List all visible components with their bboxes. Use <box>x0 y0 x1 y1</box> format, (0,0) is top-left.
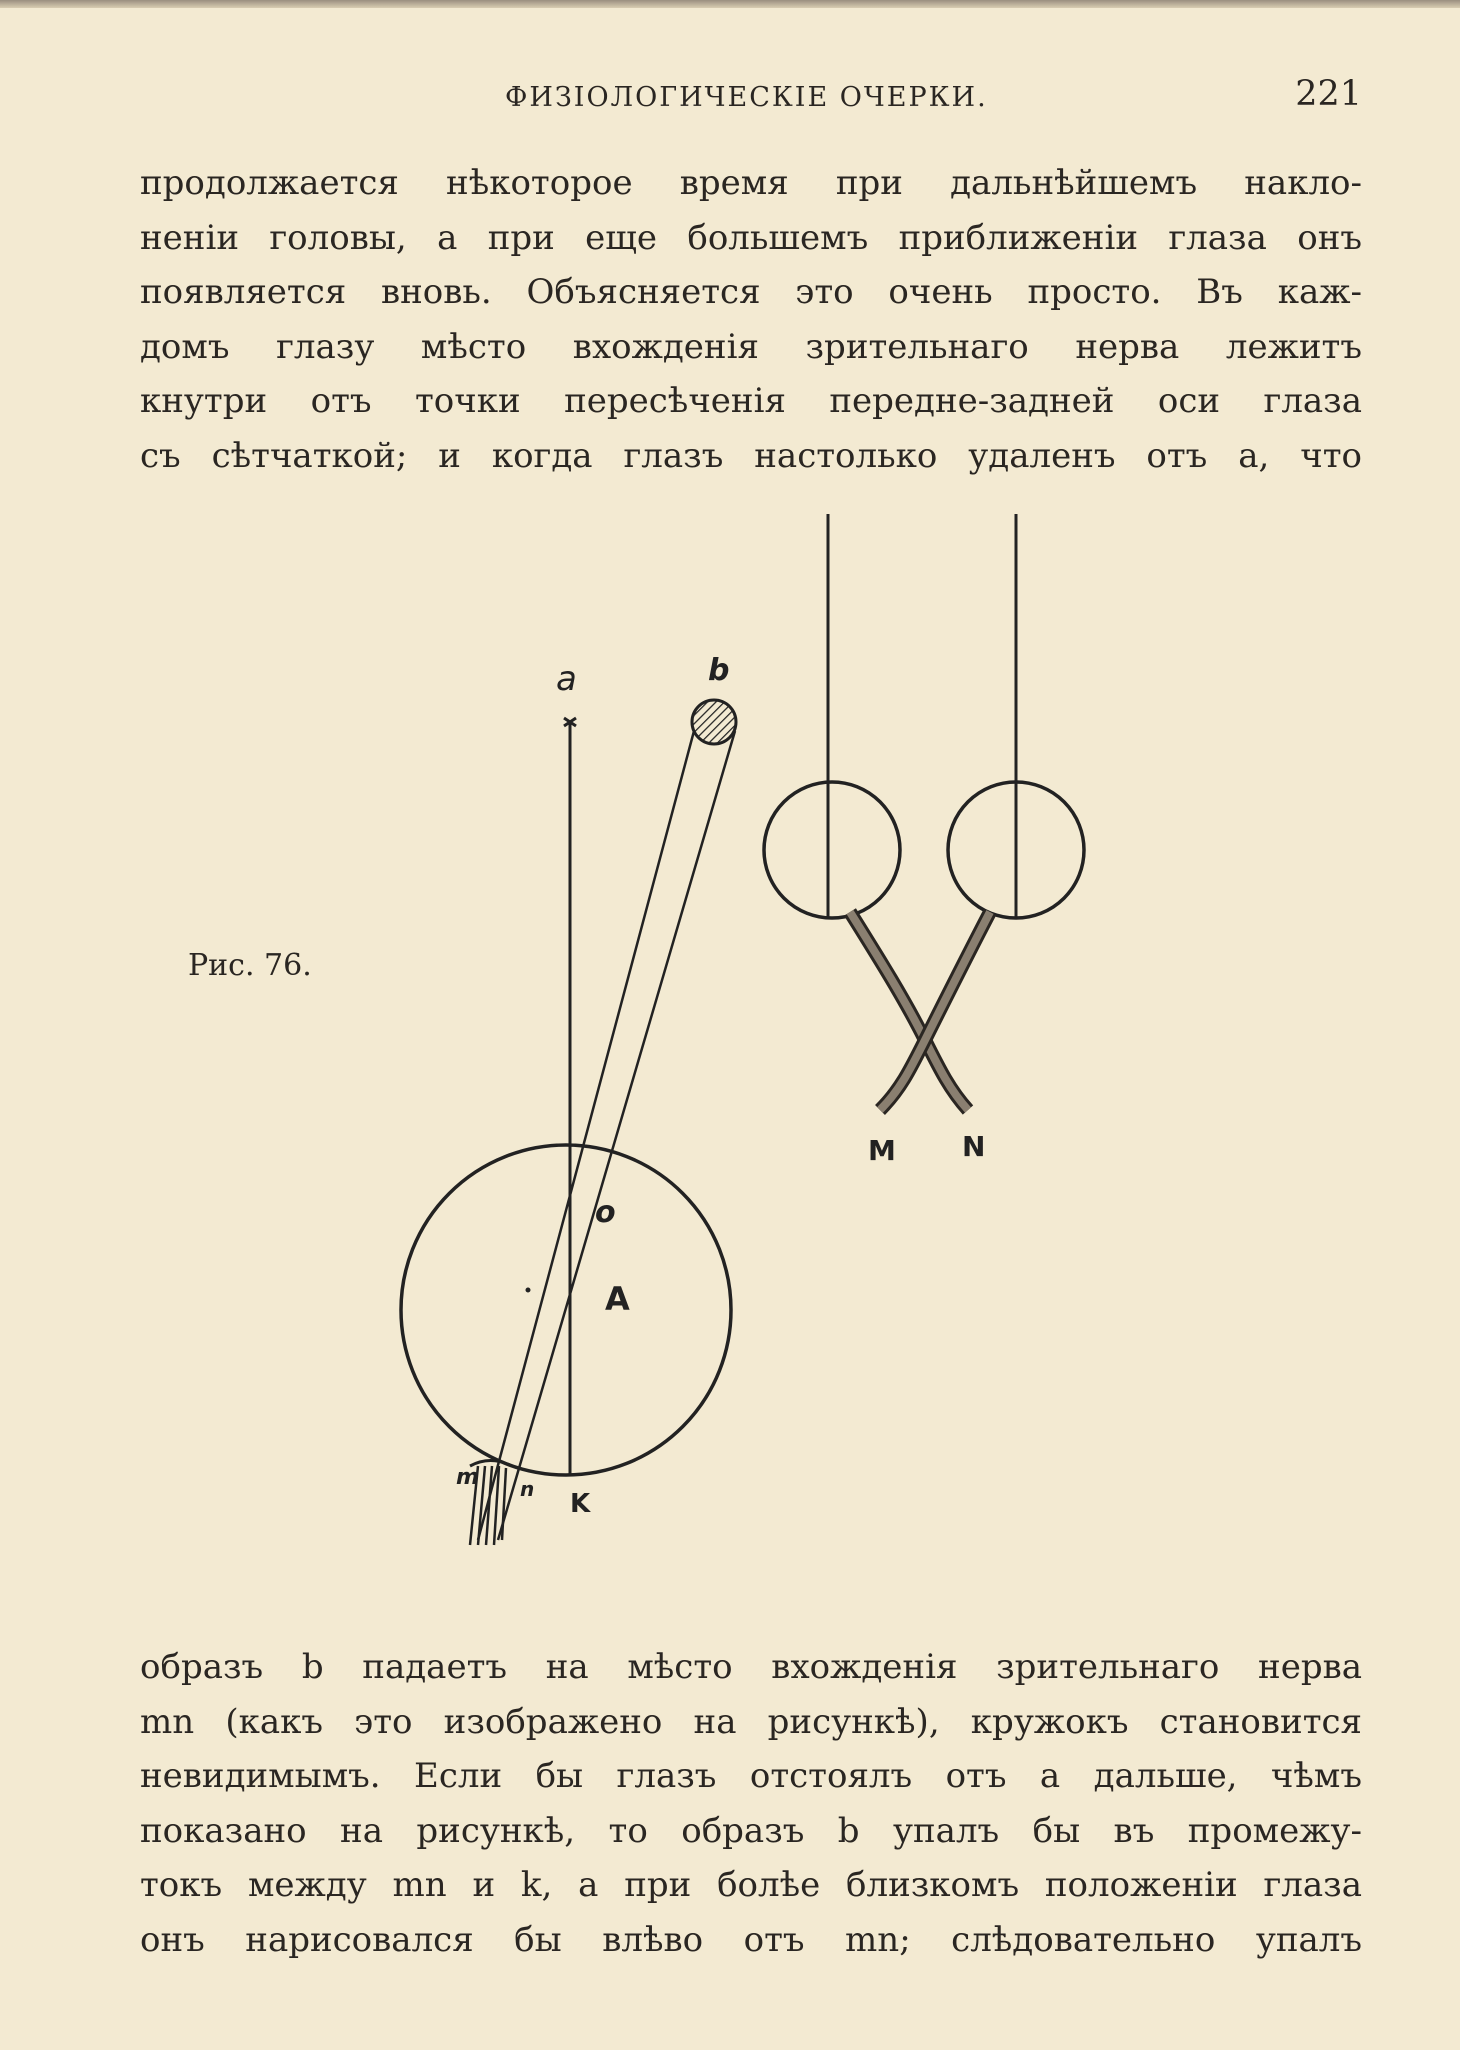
text-line: кнутри отъ точки пересѣченія передне-задней оси глаза <box>140 381 1362 421</box>
label-b: b <box>708 653 730 688</box>
text-line: домъ глазу мѣсто вхожденія зрительнаго нерва лежитъ <box>140 326 1362 367</box>
text-line: съ сѣтчаткой; и когда глазъ настолько удаленъ отъ а, что <box>140 435 1362 476</box>
paragraph-bottom <box>140 1640 1362 1967</box>
label-M: M <box>868 1134 896 1167</box>
label-o: o <box>595 1195 616 1230</box>
text-line: образъ b падаетъ на мѣсто вхожденія зрительнаго нерва <box>140 1647 1362 1687</box>
left-eye-circle <box>764 782 900 918</box>
eye-diagram <box>401 700 736 1545</box>
text-line: продолжается нѣкоторое время при дальнѣйшемъ накло- <box>140 163 1362 203</box>
text-line: mn (какъ это изображено на рисункѣ), кружокъ становится <box>140 1701 1362 1742</box>
label-A: A <box>605 1280 630 1318</box>
text-line: неніи головы, а при еще большемъ приближеніи глаза онъ <box>140 217 1362 258</box>
binocular-diagram <box>764 514 1084 1110</box>
running-title: ФИЗІОЛОГИЧЕСКІЕ ОЧЕРКИ. <box>505 82 988 113</box>
label-N: N <box>962 1130 986 1163</box>
label-k: K <box>570 1489 591 1519</box>
object-b-disc <box>692 700 736 744</box>
eye-diagram-labels <box>456 653 729 1519</box>
text-line: появляется вновь. Объясняется это очень просто. Въ каж- <box>140 272 1362 312</box>
text-line: невидимымъ. Если бы глазъ отстоялъ отъ а дальше, чѣмъ <box>140 1756 1362 1796</box>
ray-b-2 <box>498 731 735 1540</box>
page-number: 221 <box>1295 74 1362 114</box>
figure-caption: Рис. 76. <box>188 948 312 983</box>
label-n: n <box>520 1477 535 1501</box>
text-line: показано на рисункѣ, то образъ b упалъ бы въ промежу- <box>140 1810 1362 1851</box>
label-a: a <box>556 659 577 699</box>
binocular-labels <box>868 1130 985 1167</box>
text-line: токъ между mn и k, а при болѣе близкомъ положеніи глаза <box>140 1865 1362 1905</box>
label-m: m <box>456 1465 479 1490</box>
ray-b-1 <box>478 731 694 1540</box>
text-line: онъ нарисовался бы влѣво отъ mn; слѣдовательно упалъ <box>140 1919 1362 1960</box>
